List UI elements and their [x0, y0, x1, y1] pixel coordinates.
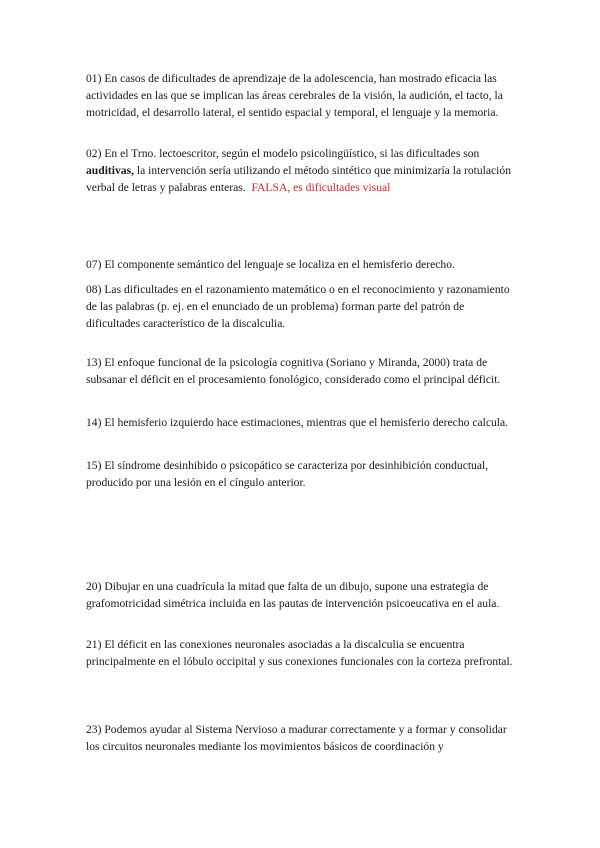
question-02-text-start: 02) En el Trno. lectoescritor, según el modelo psicolingüístico, si las dificultades son: [86, 147, 480, 160]
question-13: 13) El enfoque funcional de la psicología cognitiva (Soriano y Miranda, 2000) trata de subsanar el déficit en el procesamiento fonológico, considerado como el principal déficit.: [86, 356, 501, 386]
question-02: [86, 145, 516, 196]
question-14: 14) El hemisferio izquierdo hace estimaciones, mientras que el hemisferio derecho calcula.: [86, 416, 509, 429]
question-02-answer: FALSA, es dificultades visual: [251, 181, 391, 194]
question-02-bold-word: auditivas,: [86, 164, 134, 177]
question-23: 23) Podemos ayudar al Sistema Nervioso a madurar correctamente y a formar y consolidar los circuitos neuronales mediante los movimientos básicos de coordinación y: [86, 723, 507, 753]
question-02-text-end: la intervención sería utilizando el método sintético que minimizaría la rotulación verbal de letras y palabras enteras.: [86, 164, 511, 194]
question-20: 20) Dibujar en una cuadrícula la mitad que falta de un dibujo, supone una estrategia de grafomotricidad simétrica incluida en las pautas de intervención psicoeucativa en el aula.: [86, 580, 500, 610]
question-15: 15) El síndrome desinhibido o psicopático se caracteriza por desinhibición conductual, producido por una lesión en el cíngulo anterior.: [86, 459, 489, 489]
question-21: 21) El déficit en las conexiones neuronales asociadas a la discalculia se encuentra principalmente en el lóbulo occipital y sus conexiones funcionales con la corteza prefrontal.: [86, 638, 513, 668]
question-01: 01) En casos de dificultades de aprendizaje de la adolescencia, han mostrado eficacia las actividades en las que se implican las áreas cerebrales de la visión, la audición, el tacto, la motricidad, el desarrollo lateral, el sentido espacial y temporal, el lenguaje y la memoria.: [86, 72, 503, 119]
question-08: 08) Las dificultades en el razonamiento matemático o en el reconocimiento y razonamiento de las palabras (p. ej. en el enunciado de un problema) forman parte del patrón de dificultades característico de la discalculia.: [86, 283, 510, 330]
question-07: 07) El componente semántico del lenguaje se localiza en el hemisferio derecho.: [86, 258, 455, 271]
